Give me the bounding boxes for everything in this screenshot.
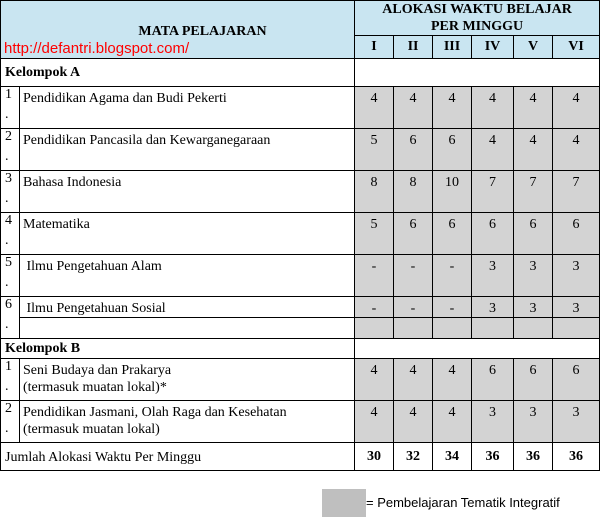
hours-cell: 7 xyxy=(514,171,553,213)
subject-name: Seni Budaya dan Prakarya (termasuk muatan lokal)* xyxy=(20,359,355,401)
hours-cell: 3 xyxy=(514,255,553,297)
hours-cell: 5 xyxy=(355,129,394,171)
group-a-label: Kelompok A xyxy=(1,59,355,87)
subject-column-header: MATA PELAJARAN xyxy=(1,1,355,59)
hours-cell: 3 xyxy=(514,297,553,318)
hours-cell: 6 xyxy=(514,213,553,255)
hours-cell: 4 xyxy=(394,401,433,443)
grade-header: IV xyxy=(472,36,514,59)
grade-header: V xyxy=(514,36,553,59)
group-b-row xyxy=(1,339,600,359)
blank-cell xyxy=(472,318,514,339)
row-number: 2 . xyxy=(1,401,20,443)
hours-cell: 6 xyxy=(433,129,472,171)
total-cell: 36 xyxy=(553,443,600,471)
hours-cell: 4 xyxy=(355,87,394,129)
blank-cell xyxy=(553,318,600,339)
subject-name: Ilmu Pengetahuan Sosial xyxy=(20,297,355,318)
blank-cell xyxy=(394,318,433,339)
subject-name: Matematika xyxy=(20,213,355,255)
total-cell: 36 xyxy=(514,443,553,471)
header-row xyxy=(1,1,600,36)
hours-cell: 6 xyxy=(472,213,514,255)
hours-cell: 4 xyxy=(433,359,472,401)
grade-header: II xyxy=(394,36,433,59)
hours-cell: 6 xyxy=(394,213,433,255)
allocation-header: ALOKASI WAKTU BELAJAR PER MINGGU xyxy=(355,1,600,36)
hours-cell: 3 xyxy=(514,401,553,443)
grade-header: III xyxy=(433,36,472,59)
table-row xyxy=(1,213,600,255)
group-b-label: Kelompok B xyxy=(1,339,355,359)
hours-cell: 4 xyxy=(433,401,472,443)
group-a-row xyxy=(1,59,600,87)
hours-cell: 4 xyxy=(472,129,514,171)
blank-cell xyxy=(355,318,394,339)
total-label: Jumlah Alokasi Waktu Per Minggu xyxy=(1,443,355,471)
legend-swatch xyxy=(322,489,366,517)
hours-cell: 6 xyxy=(553,359,600,401)
hours-cell: 7 xyxy=(553,171,600,213)
hours-cell: - xyxy=(433,255,472,297)
hours-cell: 10 xyxy=(433,171,472,213)
blank-cell xyxy=(514,318,553,339)
hours-cell: 5 xyxy=(355,213,394,255)
hours-cell: 4 xyxy=(553,129,600,171)
grade-header: VI xyxy=(553,36,600,59)
total-cell: 34 xyxy=(433,443,472,471)
hours-cell: 4 xyxy=(433,87,472,129)
table-row xyxy=(1,359,600,401)
hours-cell: 4 xyxy=(355,401,394,443)
table-row xyxy=(1,255,600,297)
row-number: 4 . xyxy=(1,213,20,255)
subject-name: Pendidikan Jasmani, Olah Raga dan Kesehatan (termasuk muatan lokal) xyxy=(20,401,355,443)
row-number: 6 . xyxy=(1,297,20,339)
hours-cell: 6 xyxy=(514,359,553,401)
total-cell: 32 xyxy=(394,443,433,471)
hours-cell: 4 xyxy=(394,359,433,401)
hours-cell: 6 xyxy=(553,213,600,255)
table-row xyxy=(1,129,600,171)
subject-name: Ilmu Pengetahuan Alam xyxy=(20,255,355,297)
hours-cell: 8 xyxy=(394,171,433,213)
subject-name: Bahasa Indonesia xyxy=(20,171,355,213)
hours-cell: 4 xyxy=(514,87,553,129)
hours-cell: 3 xyxy=(472,255,514,297)
row-number: 1 . xyxy=(1,87,20,129)
hours-cell: - xyxy=(355,297,394,318)
total-cell: 36 xyxy=(472,443,514,471)
hours-cell: 3 xyxy=(553,297,600,318)
group-b-spacer xyxy=(355,339,600,359)
total-row xyxy=(1,443,600,471)
total-cell: 30 xyxy=(355,443,394,471)
legend-text: = Pembelajaran Tematik Integratif xyxy=(366,495,560,510)
row-number: 2 . xyxy=(1,129,20,171)
hours-cell: - xyxy=(394,255,433,297)
watermark-url: http://defantri.blogspot.com/ xyxy=(4,40,190,57)
hours-cell: 6 xyxy=(394,129,433,171)
hours-cell: 4 xyxy=(514,129,553,171)
blank-cell xyxy=(433,318,472,339)
row-number: 3 . xyxy=(1,171,20,213)
hours-cell: 3 xyxy=(553,401,600,443)
hours-cell: - xyxy=(355,255,394,297)
group-a-spacer xyxy=(355,59,600,87)
hours-cell: 7 xyxy=(472,171,514,213)
grade-header: I xyxy=(355,36,394,59)
table-row xyxy=(1,87,600,129)
hours-cell: 3 xyxy=(553,255,600,297)
hours-cell: 4 xyxy=(394,87,433,129)
hours-cell: 6 xyxy=(433,213,472,255)
subject-name: Pendidikan Pancasila dan Kewarganegaraan xyxy=(20,129,355,171)
table-row xyxy=(1,171,600,213)
hours-cell: 3 xyxy=(472,401,514,443)
row-number: 1 . xyxy=(1,359,20,401)
hours-cell: 4 xyxy=(472,87,514,129)
hours-cell: - xyxy=(394,297,433,318)
hours-cell: - xyxy=(433,297,472,318)
table-row xyxy=(1,401,600,443)
row-number: 5 . xyxy=(1,255,20,297)
subject-name: Pendidikan Agama dan Budi Pekerti xyxy=(20,87,355,129)
hours-cell: 8 xyxy=(355,171,394,213)
blank-row xyxy=(1,318,600,339)
table-row xyxy=(1,297,600,318)
hours-cell: 4 xyxy=(553,87,600,129)
blank-cell xyxy=(20,318,355,339)
hours-cell: 4 xyxy=(355,359,394,401)
hours-cell: 3 xyxy=(472,297,514,318)
hours-cell: 6 xyxy=(472,359,514,401)
